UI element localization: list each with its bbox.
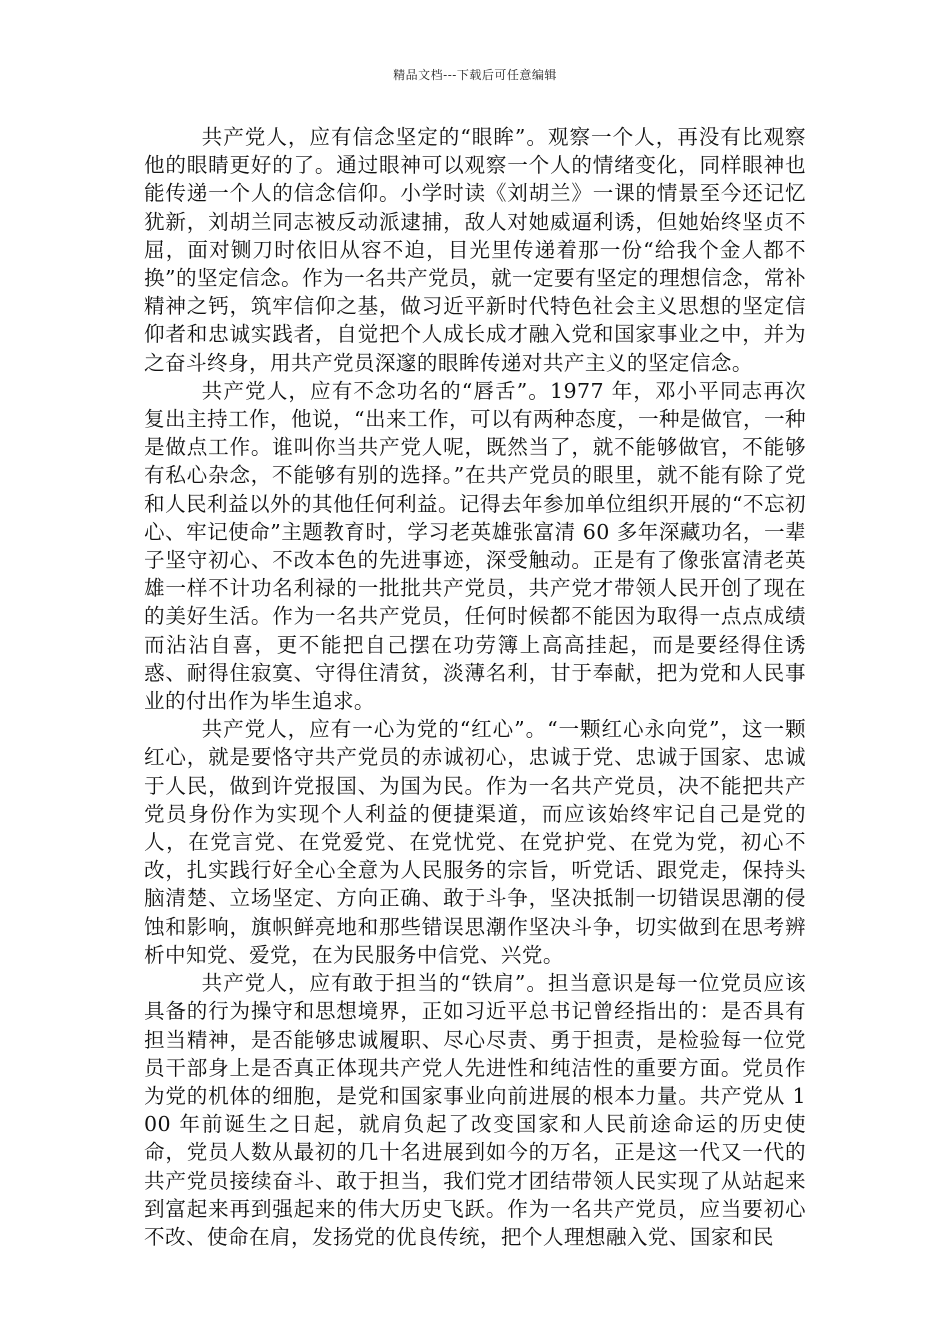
paragraph-lips: 共产党人，应有不念功名的“唇舌”。1977 年，邓小平同志再次复出主持工作，他说，“出来工作，可以有两种态度，一种是做官，一种是做点工作。谁叫你当共产党人呢，既然当了，就不能够做官，不能够有私心杂念，不能够有别的选择。”在共产党员的眼里，就不能有除了党和人民利益以外的其他任何利益。记得去年参加单位组织开展的“不忘初心、牢记使命”主题教育时，学习老英雄张富清 60 多年深藏功名，一辈子坚守初心、不改本色的先进事迹，深受触动。正是有了像张富清老英雄一样不计功名利禄的一批批共产党员，共产党才带领人民开创了现在的美好生活。作为一名共产党员，任何时候都不能因为取得一点点成绩而沾沾自喜，更不能把自己摆在功劳簿上高高挂起，而是要经得住诱惑、耐得住寂寞、守得住清贫，淡薄名利，甘于奉献，把为党和人民事业的付出作为毕生追求。 xyxy=(144,378,806,714)
article-body xyxy=(144,123,806,1251)
paragraph-heart: 共产党人，应有一心为党的“红心”。“一颗红心永向党”，这一颗红心，就是要恪守共产党员的赤诚初心，忠诚于党、忠诚于国家、忠诚于人民，做到许党报国、为国为民。作为一名共产党员，决不能把共产党员身份作为实现个人利益的便捷渠道，而应该始终牢记自己是党的人，在党言党、在党爱党、在党忧党、在党护党、在党为党，初心不改，扎实践行好全心全意为人民服务的宗旨，听党话、跟党走，保持头脑清楚、立场坚定、方向正确、敢于斗争，坚决抵制一切错误思潮的侵蚀和影响，旗帜鲜亮地和那些错误思潮作坚决斗争，切实做到在思考辨析中知党、爱党，在为民服务中信党、兴党。 xyxy=(144,717,806,967)
page-header: 精品文档---下载后可任意编辑 xyxy=(393,68,557,82)
paragraph-eyes: 共产党人，应有信念坚定的“眼眸”。观察一个人，再没有比观察他的眼睛更好的了。通过眼神可以观察一个人的情绪变化，同样眼神也能传递一个人的信念信仰。小学时读《刘胡兰》一课的情景至今还记忆犹新，刘胡兰同志被反动派逮捕，敌人对她威逼利诱，但她始终坚贞不屈，面对铡刀时依旧从容不迫，目光里传递着那一份“给我个金人都不换”的坚定信念。作为一名共产党员，就一定要有坚定的理想信念，常补精神之钙，筑牢信仰之基，做习近平新时代特色社会主义思想的坚定信仰者和忠诚实践者，自觉把个人成长成才融入党和国家事业之中，并为之奋斗终身，用共产党员深邃的眼眸传递对共产主义的坚定信念。 xyxy=(144,125,806,375)
paragraph-shoulders: 共产党人，应有敢于担当的“铁肩”。担当意识是每一位党员应该具备的行为操守和思想境界，正如习近平总书记曾经指出的：是否具有担当精神，是否能够忠诚履职、尽心尽责、勇于担责，是检验每一位党员干部身上是否真正体现共产党人先进性和纯洁性的重要方面。党员作为党的机体的细胞，是党和国家事业向前进展的根本力量。共产党从 100 年前诞生之日起，就肩负起了改变国家和人民前途命运的历史使命，党员人数从最初的几十名进展到如今的万名，正是这一代又一代的共产党员接续奋斗、敢于担当，我们党才团结带领人民实现了从站起来到富起来再到强起来的伟大历史飞跃。作为一名共产党员，应当要初心不改、使命在肩，发扬党的优良传统，把个人理想融入党、国家和民 xyxy=(144,971,806,1249)
